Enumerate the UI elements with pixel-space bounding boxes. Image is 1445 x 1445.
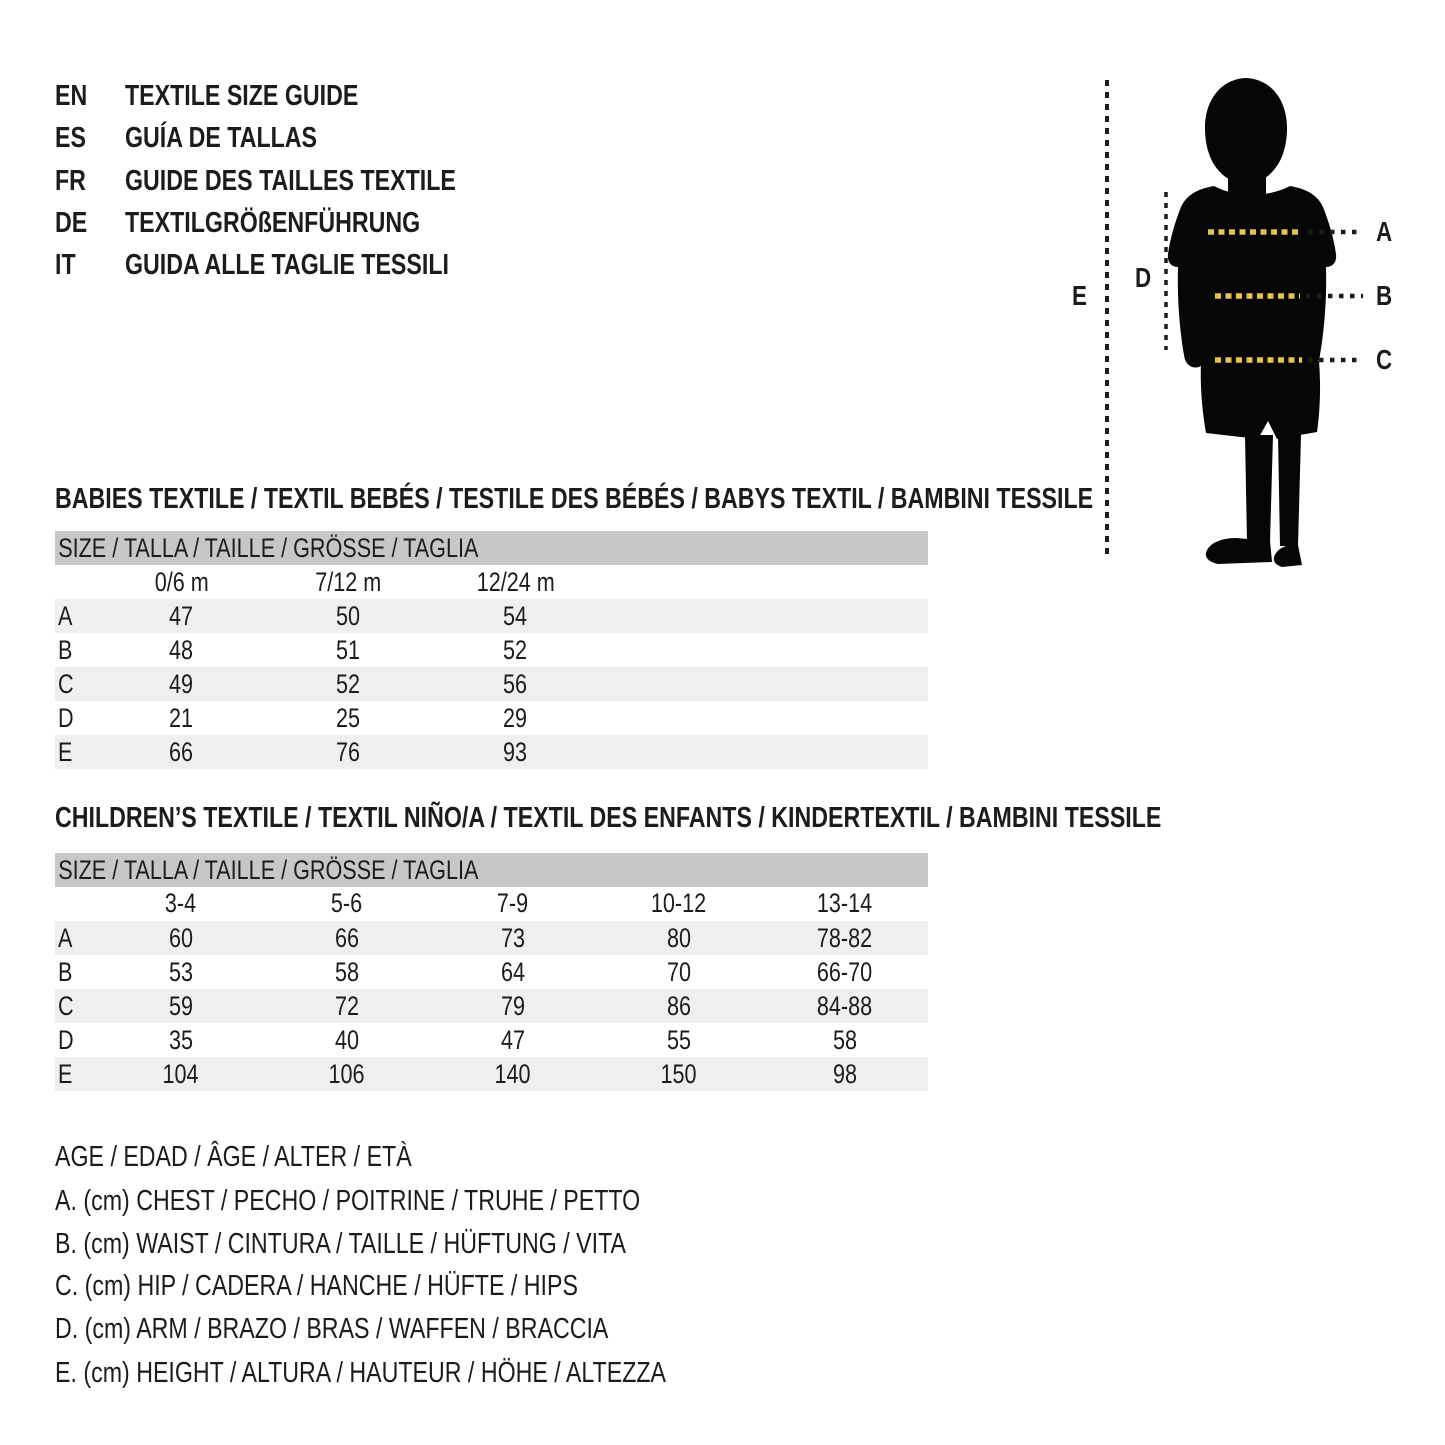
legend-height-line: E. (cm) HEIGHT / ALTURA / HAUTEUR / HÖHE / ALTEZZA [55,1357,667,1389]
silhouette-shorts [1201,361,1320,439]
legend-waist-line: B. (cm) WAIST / CINTURA / TAILLE / HÜFTUNG / VITA [55,1228,627,1260]
babies-section-title: BABIES TEXTILE / TEXTIL BEBÉS / TESTILE DES BÉBÉS / BABYS TEXTIL / BAMBINI TESSILE [55,483,1094,515]
marker-label-waist: B [1376,280,1393,311]
row-label: D [58,702,74,733]
column-header: 13-14 [817,888,873,918]
row-label: B [58,956,73,987]
marker-label-height: E [1072,280,1087,311]
table-cell: 150 [660,1058,697,1089]
guide-title: GUÍA DE TALLAS [125,122,318,154]
guide-title: TEXTILE SIZE GUIDE [125,80,359,112]
column-header: 7/12 m [315,566,382,597]
table-cell: 58 [334,956,359,987]
table-cell: 52 [503,634,528,665]
table-cell: 25 [336,702,361,733]
table-row [55,921,928,955]
table-cell: 66-70 [817,956,873,987]
table-cell: 93 [503,736,528,767]
table-cell: 58 [832,1024,857,1055]
table-cell: 48 [169,634,194,665]
column-header: 0/6 m [154,566,209,597]
row-label: A [58,600,73,631]
table-cell: 51 [336,634,361,665]
table-cell: 56 [503,668,528,699]
silhouette-torso [1168,186,1336,367]
table-cell: 40 [334,1024,359,1055]
guide-title: TEXTILGRÖßENFÜHRUNG [125,207,421,239]
table-row [55,955,928,989]
row-label: C [58,668,74,699]
legend-age-line: AGE / EDAD / ÂGE / ALTER / ETÀ [55,1141,412,1173]
table-cell: 98 [832,1058,857,1089]
table-cell: 59 [168,990,193,1021]
babies-column-header-row [55,565,928,599]
guide-title: GUIDA ALLE TAGLIE TESSILI [125,249,449,281]
table-cell: 106 [328,1058,365,1089]
table-cell: 53 [168,956,193,987]
table-cell: 50 [336,600,361,631]
children-column-header-row [55,887,928,920]
table-cell: 47 [500,1024,525,1055]
legend-hip-line: C. (cm) HIP / CADERA / HANCHE / HÜFTE / HIPS [55,1270,578,1302]
language-code: FR [55,165,86,197]
legend-arm-line: D. (cm) ARM / BRAZO / BRAS / WAFFEN / BRACCIA [55,1313,609,1345]
table-cell: 54 [503,600,528,631]
language-code: EN [55,80,88,112]
table-row [55,989,928,1023]
babies-size-header-bar: SIZE / TALLA / TAILLE / GRÖSSE / TAGLIA [55,531,928,565]
table-cell: 76 [336,736,361,767]
row-label: C [58,990,74,1021]
table-cell: 84-88 [817,990,873,1021]
table-cell: 60 [168,922,193,953]
silhouette-left-shoe [1206,538,1272,564]
row-label: A [58,922,73,953]
table-cell: 55 [666,1024,691,1055]
silhouette-right-shoe [1274,545,1302,567]
language-row [55,122,318,154]
legend-chest-line: A. (cm) CHEST / PECHO / POITRINE / TRUHE / PETTO [55,1185,641,1217]
language-row [55,165,456,197]
marker-label-arm: D [1135,262,1152,293]
row-label: E [58,736,73,767]
row-label: E [58,1058,73,1089]
children-section-title: CHILDREN’S TEXTILE / TEXTIL NIÑO/A / TEXTIL DES ENFANTS / KINDERTEXTIL / BAMBINI TESSILE [55,802,1162,834]
table-row [55,1023,928,1057]
language-code: ES [55,122,86,154]
table-cell: 86 [666,990,691,1021]
table-cell: 49 [169,668,194,699]
column-header: 3-4 [165,888,197,918]
language-code: IT [55,249,76,281]
table-row [55,633,928,667]
table-cell: 70 [666,956,691,987]
table-cell: 80 [666,922,691,953]
table-row [55,1057,928,1091]
marker-label-hip: C [1376,344,1393,375]
table-cell: 47 [169,600,194,631]
language-row [55,80,359,112]
table-cell: 140 [494,1058,531,1089]
row-label: B [58,634,73,665]
table-cell: 72 [334,990,359,1021]
table-cell: 78-82 [817,922,873,953]
guide-title: GUIDE DES TAILLES TEXTILE [125,165,456,197]
table-cell: 66 [169,736,194,767]
row-label: D [58,1024,74,1055]
table-cell: 64 [500,956,525,987]
table-cell: 79 [500,990,525,1021]
children-size-header-bar: SIZE / TALLA / TAILLE / GRÖSSE / TAGLIA [55,853,928,887]
table-cell: 52 [336,668,361,699]
table-cell: 35 [168,1024,193,1055]
table-row [55,701,928,735]
table-cell: 29 [503,702,528,733]
table-row [55,599,928,633]
table-cell: 66 [334,922,359,953]
column-header: 7-9 [497,888,529,918]
table-cell: 104 [162,1058,199,1089]
table-cell: 73 [500,922,525,953]
silhouette-neck [1228,160,1266,196]
language-row [55,207,421,239]
column-header: 5-6 [331,888,363,918]
column-header: 12/24 m [476,566,555,597]
language-row [55,249,449,281]
measurement-diagram [1040,60,1445,605]
table-row [55,667,928,701]
table-row [55,735,928,769]
language-code: DE [55,207,88,239]
marker-label-chest: A [1376,216,1393,247]
column-header: 10-12 [651,888,707,918]
table-cell: 21 [169,702,194,733]
